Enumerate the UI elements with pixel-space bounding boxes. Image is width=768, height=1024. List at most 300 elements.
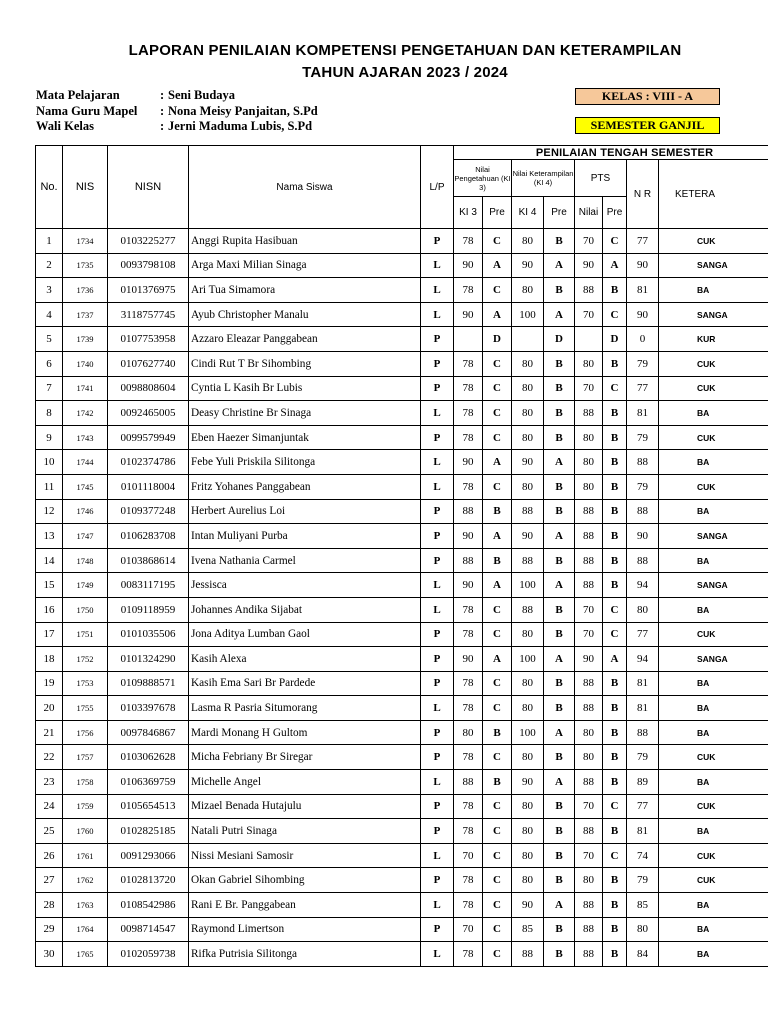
cell-ki4: 80: [512, 671, 544, 696]
cell-nisn: 0109377248: [108, 499, 189, 524]
cell-pre-pts: C: [603, 229, 627, 254]
cell-pre-ki3: C: [483, 942, 512, 967]
cell-ki4: 88: [512, 942, 544, 967]
info-label: Wali Kelas: [36, 119, 94, 133]
cell-pre-ki3: C: [483, 229, 512, 254]
table-row: [36, 868, 768, 893]
cell-nis: 1759: [63, 794, 108, 819]
cell-nama: Cyntia L Kasih Br Lubis: [189, 376, 421, 401]
cell-ki4: 100: [512, 302, 544, 327]
cell-ki3: 70: [454, 843, 483, 868]
cell-nisn: 0109118959: [108, 597, 189, 622]
col-header-pre-pts: Pre: [603, 197, 627, 229]
cell-ki3: 90: [454, 573, 483, 598]
cell-pre-ki4: B: [544, 351, 575, 376]
cell-ki3: 88: [454, 548, 483, 573]
cell-nisn: 0106283708: [108, 524, 189, 549]
cell-nr: 84: [627, 942, 659, 967]
cell-keterangan: SANGA: [659, 573, 768, 598]
cell-no: 19: [36, 671, 63, 696]
cell-pre-ki4: B: [544, 819, 575, 844]
cell-ki4: 100: [512, 720, 544, 745]
cell-nis: 1743: [63, 425, 108, 450]
cell-pre-ki4: B: [544, 794, 575, 819]
cell-keterangan: BA: [659, 597, 768, 622]
cell-pre-ki3: C: [483, 671, 512, 696]
cell-nisn: 0103062628: [108, 745, 189, 770]
cell-no: 9: [36, 425, 63, 450]
cell-nisn: 3118757745: [108, 302, 189, 327]
table-row: [36, 425, 768, 450]
cell-keterangan: KUR: [659, 327, 768, 352]
cell-ki4: 80: [512, 794, 544, 819]
cell-pts: 88: [575, 573, 603, 598]
cell-nisn: 0101376975: [108, 278, 189, 303]
cell-nisn: 0093798108: [108, 253, 189, 278]
cell-ki4: 80: [512, 474, 544, 499]
cell-pre-pts: B: [603, 499, 627, 524]
cell-nis: 1758: [63, 770, 108, 795]
table-row: [36, 671, 768, 696]
cell-pre-ki3: B: [483, 499, 512, 524]
cell-keterangan: BA: [659, 917, 768, 942]
cell-nis: 1763: [63, 893, 108, 918]
cell-lp: L: [421, 843, 454, 868]
cell-nr: 80: [627, 917, 659, 942]
cell-pre-ki3: B: [483, 770, 512, 795]
cell-pre-ki4: B: [544, 696, 575, 721]
cell-keterangan: CUK: [659, 622, 768, 647]
cell-pre-ki4: B: [544, 474, 575, 499]
cell-keterangan: SANGA: [659, 524, 768, 549]
table-row: [36, 376, 768, 401]
table-row: [36, 229, 768, 254]
cell-lp: P: [421, 647, 454, 672]
cell-pre-pts: B: [603, 401, 627, 426]
cell-keterangan: BA: [659, 278, 768, 303]
cell-pre-ki4: A: [544, 524, 575, 549]
cell-lp: P: [421, 425, 454, 450]
cell-nis: 1764: [63, 917, 108, 942]
col-header-keterangan: KETERA: [659, 160, 768, 229]
cell-lp: P: [421, 917, 454, 942]
cell-no: 4: [36, 302, 63, 327]
cell-no: 29: [36, 917, 63, 942]
cell-nisn: 0105654513: [108, 794, 189, 819]
cell-nr: 81: [627, 671, 659, 696]
cell-nama: Rani E Br. Panggabean: [189, 893, 421, 918]
cell-no: 8: [36, 401, 63, 426]
cell-pre-ki4: B: [544, 843, 575, 868]
table-row: [36, 401, 768, 426]
cell-nisn: 0098714547: [108, 917, 189, 942]
cell-ki3: 78: [454, 794, 483, 819]
cell-nr: 80: [627, 597, 659, 622]
cell-ki4: [512, 327, 544, 352]
cell-ki3: 90: [454, 302, 483, 327]
table-row: [36, 474, 768, 499]
cell-lp: L: [421, 450, 454, 475]
cell-ki3: 78: [454, 942, 483, 967]
info-teacher: [36, 104, 318, 120]
cell-nr: 79: [627, 474, 659, 499]
cell-keterangan: BA: [659, 720, 768, 745]
table-row: [36, 524, 768, 549]
cell-nis: 1752: [63, 647, 108, 672]
cell-ki4: 85: [512, 917, 544, 942]
cell-no: 21: [36, 720, 63, 745]
cell-pre-pts: C: [603, 597, 627, 622]
cell-ki3: 78: [454, 819, 483, 844]
cell-ki3: 90: [454, 450, 483, 475]
cell-pre-pts: B: [603, 524, 627, 549]
cell-ki4: 80: [512, 401, 544, 426]
cell-no: 1: [36, 229, 63, 254]
cell-pts: 80: [575, 868, 603, 893]
cell-lp: L: [421, 278, 454, 303]
cell-pre-pts: B: [603, 893, 627, 918]
cell-nr: 74: [627, 843, 659, 868]
cell-ki3: 78: [454, 229, 483, 254]
cell-pre-ki3: C: [483, 278, 512, 303]
cell-keterangan: SANGA: [659, 302, 768, 327]
cell-pre-pts: B: [603, 917, 627, 942]
cell-pre-ki4: B: [544, 622, 575, 647]
cell-pts: 70: [575, 794, 603, 819]
cell-nr: 88: [627, 548, 659, 573]
cell-no: 6: [36, 351, 63, 376]
cell-keterangan: CUK: [659, 376, 768, 401]
cell-ki3: 70: [454, 917, 483, 942]
table-row: [36, 794, 768, 819]
cell-no: 18: [36, 647, 63, 672]
cell-no: 20: [36, 696, 63, 721]
cell-pre-pts: C: [603, 376, 627, 401]
cell-nisn: 0103868614: [108, 548, 189, 573]
cell-pre-ki4: B: [544, 401, 575, 426]
class-box: KELAS : VIII - A: [575, 88, 720, 105]
cell-lp: P: [421, 524, 454, 549]
cell-pre-ki3: A: [483, 647, 512, 672]
academic-year-title: TAHUN AJARAN 2023 / 2024: [302, 64, 508, 81]
cell-ki3: 78: [454, 278, 483, 303]
cell-pre-ki3: C: [483, 597, 512, 622]
report-info: [36, 88, 318, 135]
cell-no: 25: [36, 819, 63, 844]
cell-no: 12: [36, 499, 63, 524]
cell-keterangan: BA: [659, 450, 768, 475]
cell-pre-ki3: A: [483, 450, 512, 475]
cell-pts: 80: [575, 351, 603, 376]
cell-nis: 1765: [63, 942, 108, 967]
cell-no: 5: [36, 327, 63, 352]
cell-pre-ki3: A: [483, 302, 512, 327]
cell-pre-pts: C: [603, 843, 627, 868]
cell-nama: Mizael Benada Hutajulu: [189, 794, 421, 819]
cell-keterangan: BA: [659, 819, 768, 844]
table-row: [36, 745, 768, 770]
cell-pre-ki4: B: [544, 745, 575, 770]
cell-nisn: 0103225277: [108, 229, 189, 254]
table-row: [36, 548, 768, 573]
cell-nisn: 0099579949: [108, 425, 189, 450]
cell-nis: 1746: [63, 499, 108, 524]
cell-keterangan: BA: [659, 770, 768, 795]
cell-lp: P: [421, 499, 454, 524]
semester-box: SEMESTER GANJIL: [575, 117, 720, 134]
cell-keterangan: BA: [659, 942, 768, 967]
cell-ki3: 78: [454, 376, 483, 401]
cell-pre-ki4: B: [544, 868, 575, 893]
info-separator: :: [160, 103, 165, 118]
cell-lp: P: [421, 720, 454, 745]
cell-ki3: 88: [454, 499, 483, 524]
info-value: Jerni Maduma Lubis, S.Pd: [168, 119, 313, 133]
col-header-pre-ki3: Pre: [483, 197, 512, 229]
cell-pre-ki4: B: [544, 917, 575, 942]
cell-nama: Intan Muliyani Purba: [189, 524, 421, 549]
cell-lp: L: [421, 696, 454, 721]
cell-ki4: 90: [512, 893, 544, 918]
cell-keterangan: CUK: [659, 868, 768, 893]
cell-lp: L: [421, 253, 454, 278]
cell-no: 27: [36, 868, 63, 893]
cell-pts: 88: [575, 819, 603, 844]
cell-nis: 1753: [63, 671, 108, 696]
cell-pre-ki4: B: [544, 425, 575, 450]
cell-no: 3: [36, 278, 63, 303]
cell-pts: 70: [575, 229, 603, 254]
cell-nama: Okan Gabriel Sihombing: [189, 868, 421, 893]
cell-lp: P: [421, 794, 454, 819]
cell-nr: 94: [627, 647, 659, 672]
cell-nama: Lasma R Pasria Situmorang: [189, 696, 421, 721]
cell-no: 15: [36, 573, 63, 598]
cell-nr: 81: [627, 278, 659, 303]
cell-lp: P: [421, 327, 454, 352]
cell-lp: P: [421, 229, 454, 254]
cell-keterangan: CUK: [659, 229, 768, 254]
cell-keterangan: BA: [659, 696, 768, 721]
cell-pre-ki3: C: [483, 474, 512, 499]
cell-nr: 77: [627, 794, 659, 819]
col-header-keterampilan: Nilai Keterampilan (KI 4): [512, 160, 575, 197]
cell-ki4: 80: [512, 351, 544, 376]
cell-nis: 1750: [63, 597, 108, 622]
cell-nama: Azzaro Eleazar Panggabean: [189, 327, 421, 352]
cell-pre-pts: B: [603, 474, 627, 499]
report-title: LAPORAN PENILAIAN KOMPETENSI PENGETAHUAN DAN KETERAMPILAN: [128, 42, 682, 59]
cell-pts: 88: [575, 499, 603, 524]
cell-no: 24: [36, 794, 63, 819]
cell-pre-pts: D: [603, 327, 627, 352]
cell-nama: Johannes Andika Sijabat: [189, 597, 421, 622]
cell-pre-pts: C: [603, 302, 627, 327]
cell-ki4: 80: [512, 278, 544, 303]
cell-nisn: 0107753958: [108, 327, 189, 352]
col-header-nis: NIS: [63, 146, 108, 229]
cell-pre-ki4: A: [544, 647, 575, 672]
cell-pre-ki4: B: [544, 548, 575, 573]
cell-nr: 81: [627, 401, 659, 426]
cell-pre-ki4: A: [544, 720, 575, 745]
cell-pre-ki4: A: [544, 302, 575, 327]
cell-lp: L: [421, 474, 454, 499]
cell-lp: P: [421, 351, 454, 376]
cell-ki3: 78: [454, 745, 483, 770]
cell-nisn: 0103397678: [108, 696, 189, 721]
col-header-nilai: Nilai: [575, 197, 603, 229]
cell-nr: 81: [627, 696, 659, 721]
cell-nisn: 0109888571: [108, 671, 189, 696]
cell-nisn: 0102813720: [108, 868, 189, 893]
cell-pre-pts: B: [603, 868, 627, 893]
cell-pts: 70: [575, 376, 603, 401]
cell-ki3: 78: [454, 868, 483, 893]
cell-pre-pts: B: [603, 942, 627, 967]
cell-lp: P: [421, 745, 454, 770]
cell-pre-ki4: A: [544, 573, 575, 598]
cell-pre-ki3: C: [483, 696, 512, 721]
cell-pre-ki3: A: [483, 573, 512, 598]
table-row: [36, 917, 768, 942]
cell-ki4: 80: [512, 376, 544, 401]
cell-pts: 80: [575, 474, 603, 499]
cell-nama: Mardi Monang H Gultom: [189, 720, 421, 745]
cell-keterangan: BA: [659, 548, 768, 573]
cell-pre-ki3: D: [483, 327, 512, 352]
cell-pre-ki3: B: [483, 720, 512, 745]
cell-nr: 79: [627, 745, 659, 770]
cell-nis: 1760: [63, 819, 108, 844]
cell-pts: 88: [575, 893, 603, 918]
table-row: [36, 278, 768, 303]
cell-nama: Cindi Rut T Br Sihombing: [189, 351, 421, 376]
cell-pre-ki4: B: [544, 597, 575, 622]
cell-ki4: 88: [512, 548, 544, 573]
cell-pre-ki4: D: [544, 327, 575, 352]
cell-nama: Ari Tua Simamora: [189, 278, 421, 303]
cell-nis: 1761: [63, 843, 108, 868]
cell-nis: 1744: [63, 450, 108, 475]
cell-ki4: 80: [512, 425, 544, 450]
cell-ki4: 80: [512, 696, 544, 721]
cell-ki3: 80: [454, 720, 483, 745]
cell-nama: Rifka Putrisia Silitonga: [189, 942, 421, 967]
cell-nr: 89: [627, 770, 659, 795]
cell-pre-ki3: C: [483, 794, 512, 819]
cell-pre-ki4: A: [544, 450, 575, 475]
cell-nama: Michelle Angel: [189, 770, 421, 795]
cell-ki3: 78: [454, 351, 483, 376]
cell-pre-ki4: B: [544, 499, 575, 524]
cell-keterangan: CUK: [659, 794, 768, 819]
cell-pts: 70: [575, 302, 603, 327]
table-row: [36, 819, 768, 844]
cell-ki3: 78: [454, 622, 483, 647]
cell-no: 2: [36, 253, 63, 278]
cell-nisn: 0091293066: [108, 843, 189, 868]
cell-ki3: 88: [454, 770, 483, 795]
cell-nama: Ivena Nathania Carmel: [189, 548, 421, 573]
cell-pre-pts: B: [603, 548, 627, 573]
cell-pre-ki4: A: [544, 893, 575, 918]
cell-ki3: 90: [454, 253, 483, 278]
cell-nama: Jona Aditya Lumban Gaol: [189, 622, 421, 647]
cell-pts: 88: [575, 278, 603, 303]
cell-pts: 88: [575, 942, 603, 967]
cell-nr: 90: [627, 253, 659, 278]
cell-nis: 1748: [63, 548, 108, 573]
cell-no: 26: [36, 843, 63, 868]
col-header-pre-ki4: Pre: [544, 197, 575, 229]
info-value: Seni Budaya: [168, 88, 236, 102]
cell-pre-pts: B: [603, 450, 627, 475]
cell-ki4: 80: [512, 622, 544, 647]
col-header-no: No.: [36, 146, 63, 229]
table-row: [36, 597, 768, 622]
col-header-ki4: KI 4: [512, 197, 544, 229]
cell-nama: Natali Putri Sinaga: [189, 819, 421, 844]
cell-pre-ki3: C: [483, 917, 512, 942]
cell-nama: Anggi Rupita Hasibuan: [189, 229, 421, 254]
table-row: [36, 647, 768, 672]
cell-nisn: 0102374786: [108, 450, 189, 475]
table-row: [36, 253, 768, 278]
table-row: [36, 499, 768, 524]
cell-ki3: 90: [454, 524, 483, 549]
cell-pre-pts: A: [603, 253, 627, 278]
info-separator: :: [160, 88, 165, 102]
cell-keterangan: CUK: [659, 474, 768, 499]
cell-ki3: 78: [454, 474, 483, 499]
cell-pre-pts: B: [603, 745, 627, 770]
cell-ki4: 90: [512, 524, 544, 549]
cell-nama: Ayub Christopher Manalu: [189, 302, 421, 327]
cell-ki4: 80: [512, 819, 544, 844]
table-body: [36, 229, 768, 967]
cell-pts: 80: [575, 450, 603, 475]
table-row: [36, 450, 768, 475]
cell-lp: L: [421, 597, 454, 622]
grades-table-wrapper: [35, 145, 768, 973]
cell-pre-ki4: B: [544, 278, 575, 303]
cell-ki4: 90: [512, 253, 544, 278]
cell-ki3: 78: [454, 696, 483, 721]
cell-ki3: 78: [454, 893, 483, 918]
cell-nama: Eben Haezer Simanjuntak: [189, 425, 421, 450]
cell-nis: 1749: [63, 573, 108, 598]
cell-nr: 79: [627, 425, 659, 450]
cell-ki3: 78: [454, 671, 483, 696]
info-homeroom: [36, 119, 318, 135]
cell-nama: Raymond Limertson: [189, 917, 421, 942]
info-value: Nona Meisy Panjaitan, S.Pd: [168, 103, 318, 118]
cell-ki4: 80: [512, 868, 544, 893]
cell-pre-ki3: C: [483, 401, 512, 426]
cell-nisn: 0108542986: [108, 893, 189, 918]
table-row: [36, 843, 768, 868]
cell-pts: 80: [575, 720, 603, 745]
cell-nis: 1756: [63, 720, 108, 745]
cell-pre-ki4: A: [544, 770, 575, 795]
cell-nis: 1740: [63, 351, 108, 376]
cell-pre-pts: B: [603, 573, 627, 598]
cell-ki4: 88: [512, 499, 544, 524]
cell-nis: 1734: [63, 229, 108, 254]
cell-pts: [575, 327, 603, 352]
table-row: [36, 720, 768, 745]
